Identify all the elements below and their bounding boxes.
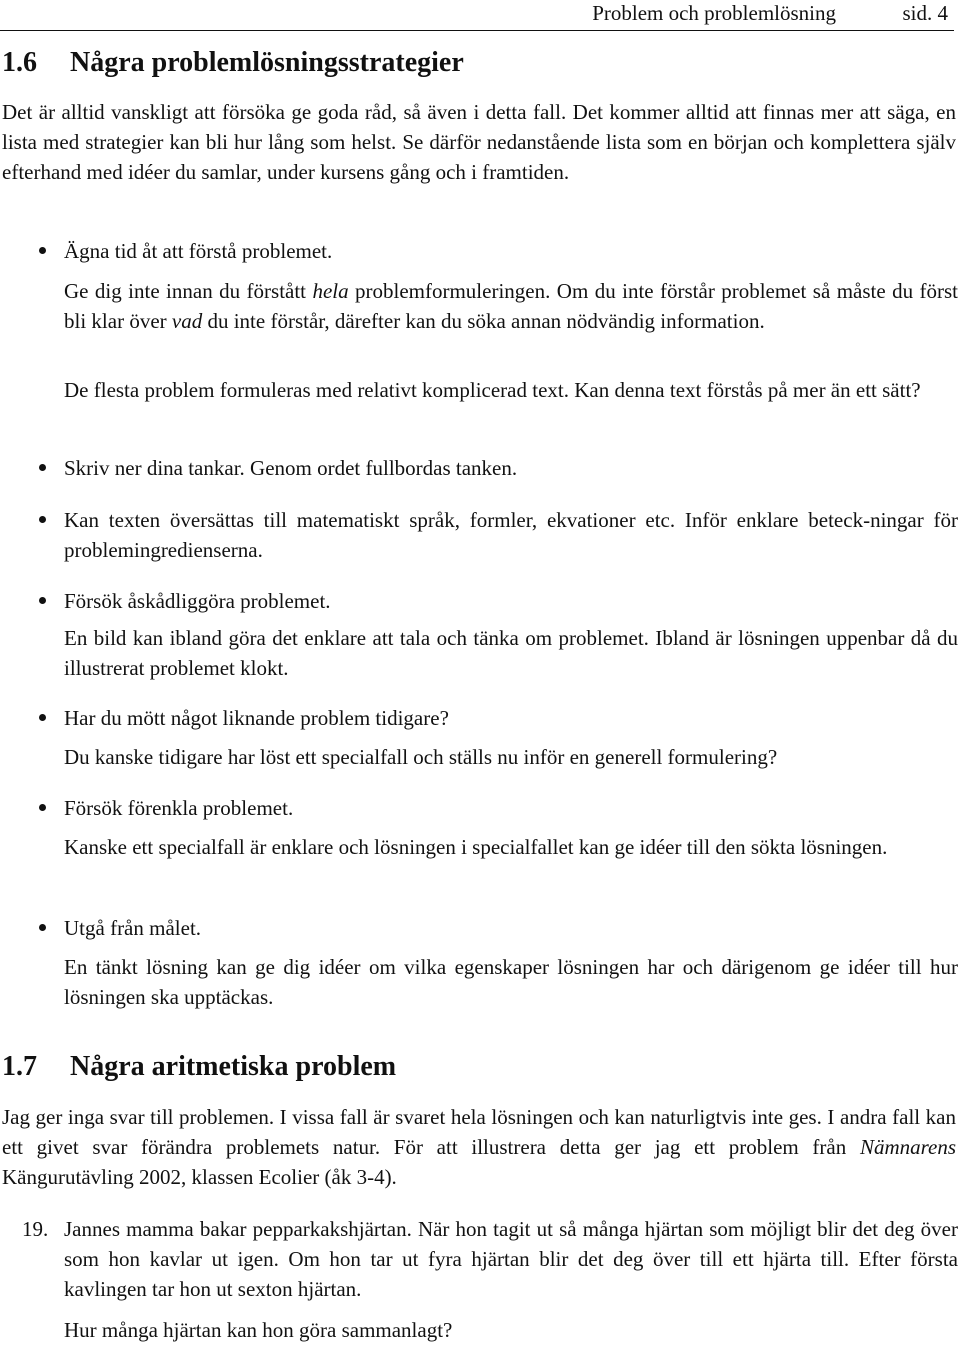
section-title: Några problemlösningsstrategier: [70, 47, 464, 78]
list-item-head: Kan texten översättas till matematiskt språk, formler, ekvationer etc. Inför enklare beteck-ningar för problemingredienserna.: [64, 508, 958, 562]
problem-number: 19.: [22, 1217, 49, 1241]
list-item-head: Skriv ner dina tankar. Genom ordet fullbordas tanken.: [64, 456, 518, 480]
intro-paragraph: Det är alltid vanskligt att försöka ge goda råd, så även i detta fall. Det kommer alltid att finnas mer att säga, en lista med strategier kan bli hur lång som helst. Se därför nedanstående lista som en början och komplettera själv efterhand med idéer du samlar, under kursens gång och i framtiden.: [2, 100, 956, 184]
section-number: 1.7: [2, 1051, 37, 1082]
list-item-body: Ge dig inte innan du förstått hela problemformuleringen. Om du inte förstår problemet så måste du först bli klar över vad du inte förstår, därefter kan du söka annan nödvändig information.: [64, 279, 958, 333]
problem-text: Jannes mamma bakar pepparkakshjärtan. När hon tagit ut så många hjärtan som möjligt blir det deg över som hon kavlar ut igen. Om hon tar ut fyra hjärtan blir det deg över till ett hjärta till. Efter första kavlingen tar hon ut sexton hjärtan.: [64, 1217, 958, 1301]
list-item-body: Kanske ett specialfall är enklare och lösningen i specialfallet kan ge idéer till den sökta lösningen.: [64, 835, 888, 859]
problem-question: Hur många hjärtan kan hon göra sammanlagt?: [64, 1318, 453, 1342]
section-intro-paragraph: Jag ger inga svar till problemen. I vissa fall är svaret hela lösningen och kan naturligtvis inte ges. I andra fall kan ett givet svar förändra problemets natur. För att illustrera detta ger jag ett problem från Nämnarens Kängurutävling 2002, klassen Ecolier (åk 3-4).: [2, 1105, 956, 1189]
bullet-icon: [39, 924, 46, 931]
list-item-body: En tänkt lösning kan ge dig idéer om vilka egenskaper lösningen har och därigenom ge idéer till hur lösningen ska upptäckas.: [64, 955, 958, 1009]
section-number: 1.6: [2, 47, 37, 78]
page-number: sid. 4: [902, 1, 948, 25]
section-heading-1-7: [2, 1050, 396, 1084]
page-header: [0, 0, 954, 31]
bullet-icon: [39, 247, 46, 254]
list-item-body: En bild kan ibland göra det enklare att tala och tänka om problemet. Ibland är lösningen uppenbar då du illustrerat problemet klokt.: [64, 626, 958, 680]
bullet-icon: [39, 804, 46, 811]
bullet-icon: [39, 714, 46, 721]
list-item-head: Försök åskådliggöra problemet.: [64, 589, 331, 613]
list-item-head: Har du mött något liknande problem tidigare?: [64, 706, 449, 730]
list-item-head: Ägna tid åt att förstå problemet.: [64, 239, 333, 263]
bullet-icon: [39, 464, 46, 471]
bullet-icon: [39, 516, 46, 523]
list-item-body: Du kanske tidigare har löst ett specialfall och ställs nu inför en generell formulering?: [64, 745, 778, 769]
list-item-head: Försök förenkla problemet.: [64, 796, 294, 820]
document-title: Problem och problemlösning: [592, 1, 836, 25]
section-title: Några aritmetiska problem: [70, 1051, 397, 1082]
section-heading-1-6: [2, 46, 464, 80]
bullet-icon: [39, 597, 46, 604]
list-item-body: De flesta problem formuleras med relativt komplicerad text. Kan denna text förstås på mer än ett sätt?: [64, 378, 921, 402]
list-item-head: Utgå från målet.: [64, 916, 202, 940]
